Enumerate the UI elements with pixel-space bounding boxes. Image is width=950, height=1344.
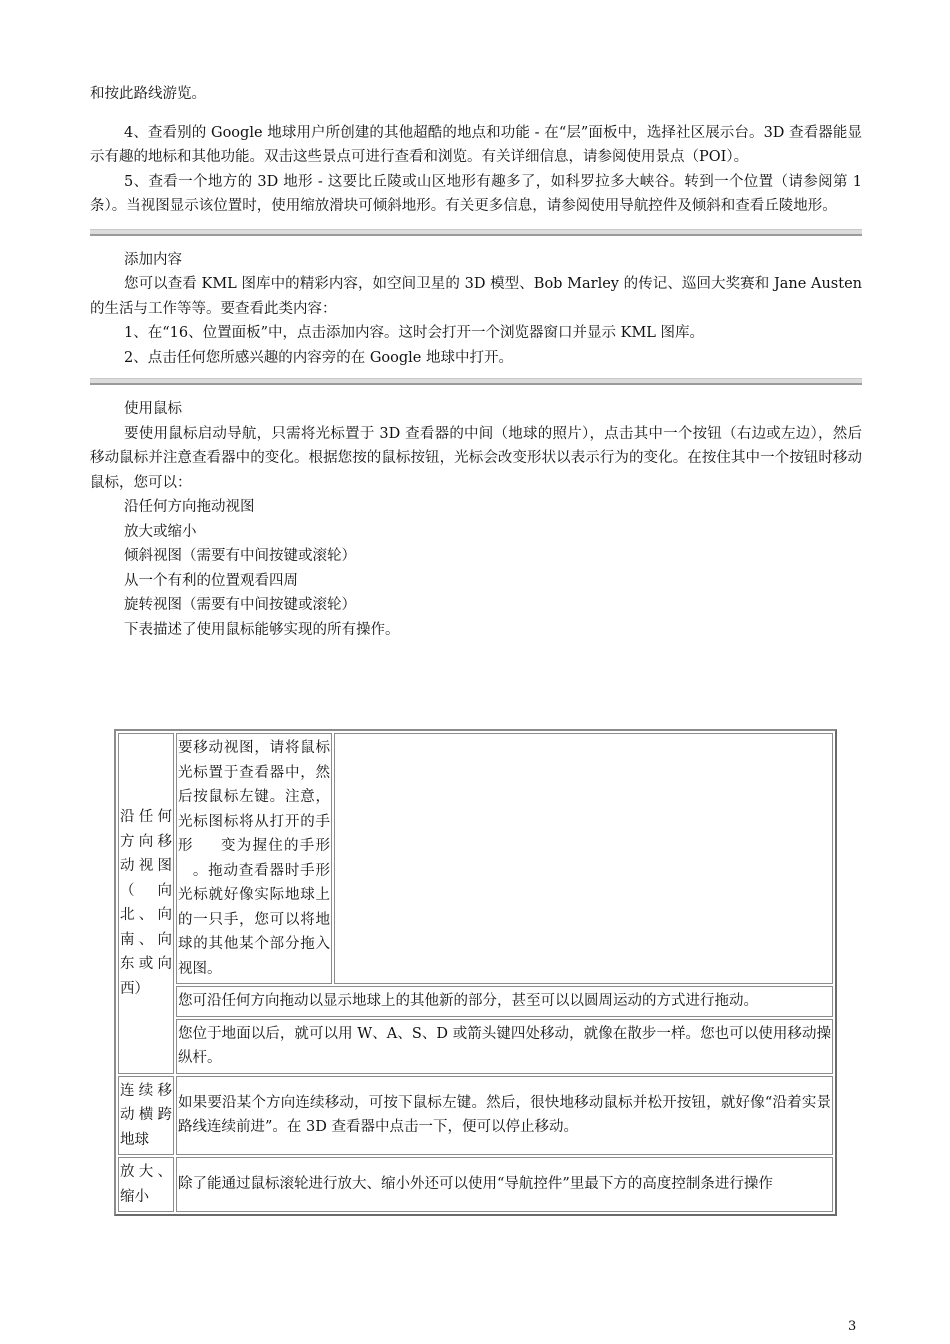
row-desc-zoom: 除了能通过鼠标滚轮进行放大、缩小外还可以使用“导航控件”里最下方的高度控制条进行操作	[176, 1157, 833, 1212]
add-content-item-1: 1、在“16、位置面板”中，点击添加内容。这时会打开一个浏览器窗口并显示 KML 图库。	[124, 325, 705, 341]
mouse-operations-table	[114, 729, 837, 1216]
intro-line: 和按此路线游览。	[90, 86, 206, 102]
mouse-list-item: 从一个有利的位置观看四周	[124, 572, 298, 589]
mouse-list-item: 放大或缩小	[124, 523, 197, 540]
row-label-drag: 沿任何方向移动视图（向北、向南、向东或向西）	[118, 733, 174, 1074]
add-content-item-2: 2、点击任何您所感兴趣的内容旁的在 Google 地球中打开。	[124, 349, 513, 366]
row-label-continuous: 连续移动横跨地球	[118, 1076, 174, 1156]
row-desc-drag: 要移动视图，请将鼠标光标置于查看器中，然后按鼠标左键。注意，光标图标将从打开的手形 变为握住的手形。拖动查看器时手形光标就好像实际地球上的一只手，您可以将地球的其他某个部分拖入视图。	[176, 733, 332, 984]
section-divider	[90, 378, 862, 385]
mouse-heading: 使用鼠标	[124, 401, 182, 417]
row-label-zoom: 放大、缩小	[118, 1157, 174, 1212]
mouse-list-item: 沿任何方向拖动视图	[124, 499, 255, 515]
page-number: 3	[848, 1319, 857, 1334]
row-desc-continuous: 如果要沿某个方向连续移动，可按下鼠标左键。然后，很快地移动鼠标并松开按钮，就好像“沿着实景路线连续前进”。在 3D 查看器中点击一下，便可以停止移动。	[176, 1076, 833, 1156]
empty-cell	[334, 733, 833, 984]
mouse-list-item: 倾斜视图（需要有中间按键或滚轮）	[124, 548, 356, 564]
add-content-body: 您可以查看 KML 图库中的精彩内容，如空间卫星的 3D 模型、Bob Marley 的传记、巡回大奖赛和 Jane Austen 的生活与工作等等。要查看此类内容：	[90, 276, 862, 317]
step-4: 4、查看别的 Google 地球用户所创建的其他超酷的地点和功能 - 在“层”面板中，选择社区展示台。3D 查看器能显示有趣的地标和其他功能。双击这些景点可进行查看和浏览。有关详细信息，请参阅使用景点（POI）。	[90, 124, 862, 165]
mouse-body: 要使用鼠标启动导航，只需将光标置于 3D 查看器的中间（地球的照片），点击其中一个按钮（右边或左边），然后移动鼠标并注意查看器中的变化。根据您按的鼠标按钮，光标会改变形状以表示行为的变化。在按住其中一个按钮时移动鼠标，您可以：	[90, 425, 862, 491]
row-desc-drag-any-direction: 您可沿任何方向拖动以显示地球上的其他新的部分，甚至可以以圆周运动的方式进行拖动。	[176, 986, 833, 1017]
document-body	[90, 82, 862, 642]
table-intro: 下表描述了使用鼠标能够实现的所有操作。	[124, 621, 400, 638]
step-5: 5、查看一个地方的 3D 地形 - 这要比丘陵或山区地形有趣多了，如科罗拉多大峡谷。转到一个位置（请参阅第 1 条）。当视图显示该位置时，使用缩放滑块可倾斜地形。有关更多信息，请参阅使用导航控件及倾斜和查看丘陵地形。	[90, 173, 862, 214]
mouse-list-item: 旋转视图（需要有中间按键或滚轮）	[124, 597, 356, 613]
row-desc-ground-move: 您位于地面以后，就可以用 W、A、S、D 或箭头键四处移动，就像在散步一样。您也可以使用移动操纵杆。	[176, 1019, 833, 1074]
add-content-heading: 添加内容	[124, 251, 182, 268]
section-divider	[90, 229, 862, 236]
